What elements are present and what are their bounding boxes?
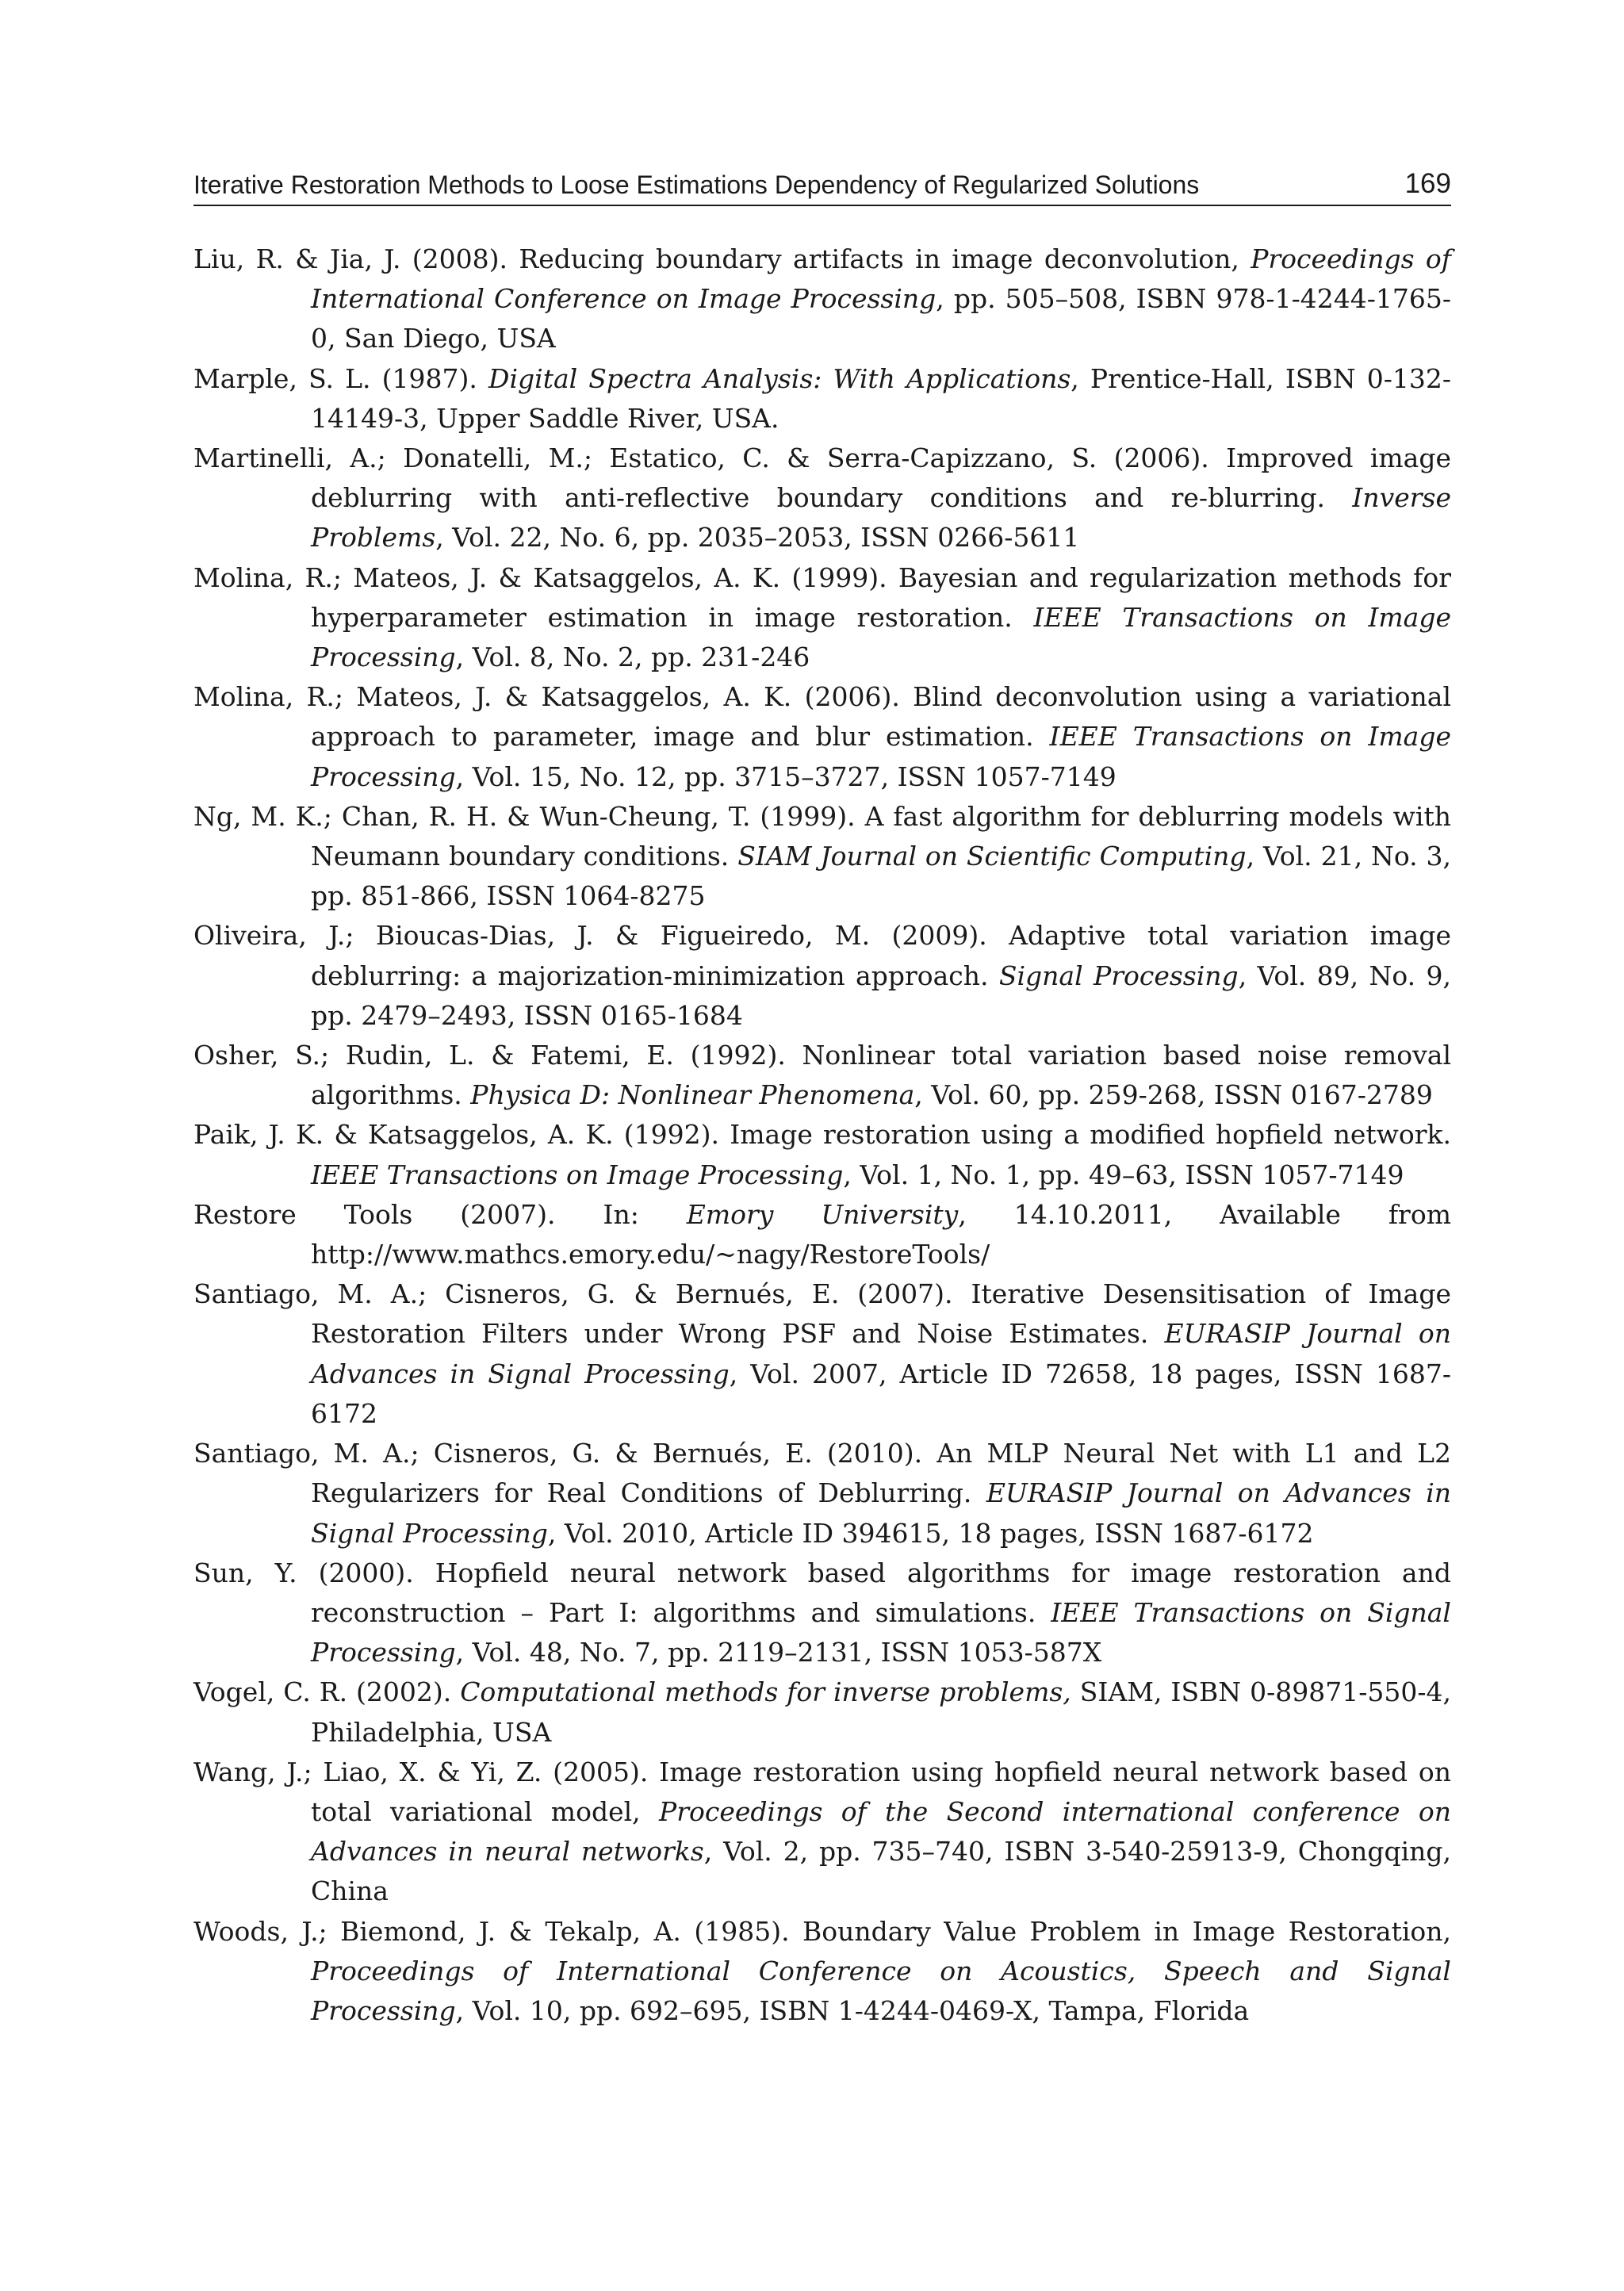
reference-details: , Vol. 1, No. 1, pp. 49–63, ISSN 1057-7149 (843, 1159, 1404, 1190)
reference-entry (193, 677, 1451, 797)
reference-venue: Proceedings of International Conference on Image Processing (311, 243, 1452, 315)
reference-details: , Vol. 48, No. 7, pp. 2119–2131, ISSN 1053-587X (455, 1637, 1102, 1668)
reference-venue: Physica D: Nonlinear Phenomena (470, 1079, 915, 1111)
reference-venue: Signal Processing (998, 960, 1239, 991)
reference-entry (193, 916, 1451, 1036)
reference-entry (193, 1115, 1451, 1194)
reference-entry (193, 1554, 1451, 1673)
reference-venue: Proceedings of the Second international conference on Advances in neural networks (311, 1795, 1451, 1868)
reference-details: , Vol. 60, pp. 259-268, ISSN 0167-2789 (914, 1079, 1433, 1111)
reference-details: , pp. 505–508, ISBN 978-1-4244-1765-0, San Diego, USA (311, 283, 1451, 354)
reference-text: Restore Tools (2007). In: (193, 1198, 687, 1230)
reference-details: , Vol. 15, No. 12, pp. 3715–3727, ISSN 1057-7149 (455, 760, 1116, 792)
reference-venue: Emory University (686, 1198, 959, 1230)
reference-text: Sun, Y. (2000). Hopfield neural network based algorithms for image restoration and reconstruction – Part I: algorithms and simulations. (193, 1557, 1451, 1628)
reference-text: Woods, J.; Biemond, J. & Tekalp, A. (1985). Boundary Value Problem in Image Restoration, (193, 1915, 1451, 1947)
reference-details: , Vol. 10, pp. 692–695, ISBN 1-4244-0469-X, Tampa, Florida (455, 1994, 1250, 2026)
reference-details: , Vol. 21, No. 3, pp. 851-866, ISSN 1064-8275 (311, 841, 1452, 912)
reference-text: Molina, R.; Mateos, J. & Katsaggelos, A. K. (1999). Bayesian and regularization methods for hyperparameter estimation in image restoration. (193, 561, 1451, 633)
reference-entry (193, 359, 1451, 439)
reference-venue: EURASIP Journal on Advances in Signal Processing (311, 1477, 1451, 1549)
reference-text: Osher, S.; Rudin, L. & Fatemi, E. (1992). Nonlinear total variation based noise removal algorithms. (193, 1040, 1451, 1111)
reference-details: , 14.10.2011, Available from http://www.mathcs.emory.edu/~nagy/RestoreTools/ (311, 1198, 1451, 1270)
reference-venue: Digital Spectra Analysis: With Applications (488, 362, 1071, 394)
reference-text: Martinelli, A.; Donatelli, M.; Estatico, C. & Serra-Capizzano, S. (2006). Improved image deblurring with anti-reflective boundary conditions and re-blurring. (193, 442, 1451, 514)
reference-text: Marple, S. L. (1987). (193, 362, 488, 394)
reference-entry (193, 1753, 1451, 1912)
reference-entry (193, 797, 1451, 917)
reference-venue: IEEE Transactions on Image Processing (311, 721, 1451, 792)
reference-details: , Vol. 8, No. 2, pp. 231-246 (455, 642, 810, 673)
reference-text: Ng, M. K.; Chan, R. H. & Wun-Cheung, T. (1999). A fast algorithm for deblurring models with Neumann boundary conditions. (193, 800, 1451, 872)
reference-entry (193, 1912, 1451, 2032)
reference-text: Wang, J.; Liao, X. & Yi, Z. (2005). Image restoration using hopfield neural network based on total variational model, (193, 1756, 1451, 1827)
reference-entry (193, 1672, 1451, 1752)
reference-text: Vogel, C. R. (2002). (193, 1676, 461, 1708)
reference-venue: EURASIP Journal on Advances in Signal Processing (311, 1318, 1451, 1389)
reference-venue: Computational methods for inverse problems, (460, 1676, 1071, 1708)
reference-details: , Vol. 89, No. 9, pp. 2479–2493, ISSN 0165-1684 (311, 960, 1452, 1031)
reference-text: Santiago, M. A.; Cisneros, G. & Bernués, E. (2007). Iterative Desensitisation of Image Restoration Filters under Wrong PSF and Noise Estimates. (193, 1278, 1451, 1350)
reference-details: , Vol. 2007, Article ID 72658, 18 pages, ISSN 1687-6172 (311, 1358, 1452, 1429)
reference-entry (193, 1036, 1451, 1115)
reference-text: Paik, J. K. & Katsaggelos, A. K. (1992). Image restoration using a modified hopfield network. (193, 1119, 1451, 1151)
reference-venue: Inverse Problems (311, 482, 1451, 554)
running-header (193, 165, 1451, 206)
reference-text: Molina, R.; Mateos, J. & Katsaggelos, A. K. (2006). Blind deconvolution using a variational approach to parameter, image and blur estimation. (193, 681, 1451, 753)
reference-entry (193, 1434, 1451, 1554)
reference-details: SIAM, ISBN 0-89871-550-4, Philadelphia, USA (311, 1676, 1451, 1748)
reference-venue: IEEE Transactions on Signal Processing (311, 1596, 1451, 1668)
page-number: 169 (1404, 168, 1451, 199)
reference-details: , Vol. 2, pp. 735–740, ISBN 3-540-25913-9, Chongqing, China (311, 1836, 1452, 1907)
reference-entry (193, 558, 1451, 678)
reference-entry (193, 1274, 1451, 1434)
reference-details: , Vol. 2010, Article ID 394615, 18 pages, ISSN 1687-6172 (547, 1517, 1314, 1549)
reference-venue: SIAM Journal on Scientific Computing (737, 841, 1247, 872)
reference-text: Liu, R. & Jia, J. (2008). Reducing boundary artifacts in image deconvolution, (193, 243, 1251, 274)
reference-list (193, 239, 1451, 2031)
running-title: Iterative Restoration Methods to Loose Estimations Dependency of Regularized Solutions (193, 170, 1200, 199)
reference-text: Santiago, M. A.; Cisneros, G. & Bernués, E. (2010). An MLP Neural Net with L1 and L2 Regularizers for Real Conditions of Deblurring. (193, 1438, 1451, 1509)
reference-entry (193, 239, 1451, 359)
reference-details: , Prentice-Hall, ISBN 0-132-14149-3, Upper Saddle River, USA. (311, 362, 1451, 434)
reference-entry (193, 439, 1451, 558)
reference-text: Oliveira, J.; Bioucas-Dias, J. & Figueiredo, M. (2009). Adaptive total variation image deblurring: a majorization-minimization approach. (193, 920, 1451, 991)
reference-entry (193, 1195, 1451, 1274)
reference-venue: IEEE Transactions on Image Processing (311, 1159, 844, 1190)
reference-venue: IEEE Transactions on Image Processing (311, 601, 1451, 673)
reference-details: , Vol. 22, No. 6, pp. 2035–2053, ISSN 0266-5611 (435, 522, 1080, 554)
reference-venue: Proceedings of International Conference on Acoustics, Speech and Signal Processing (311, 1955, 1451, 2026)
